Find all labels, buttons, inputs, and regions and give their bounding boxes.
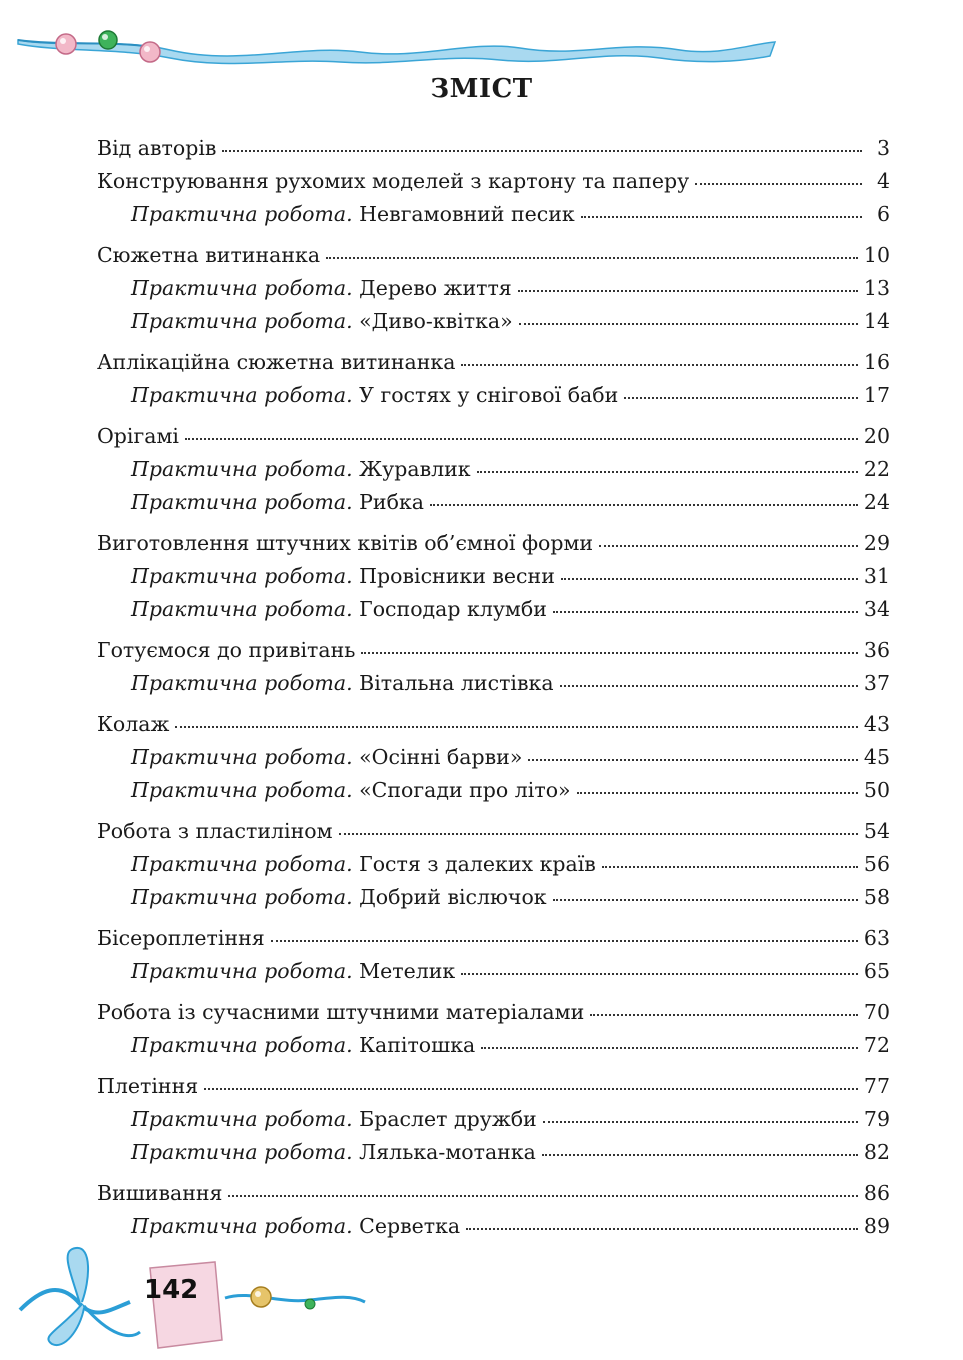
- toc-entry-prefix: Практична робота.: [131, 383, 353, 407]
- dot-leader: [560, 684, 858, 687]
- toc-entry-text: Господар клумби: [359, 597, 547, 621]
- table-of-contents: [97, 132, 890, 1251]
- toc-section: [97, 346, 890, 412]
- toc-entry: [97, 634, 890, 667]
- toc-entry-title: [97, 527, 593, 560]
- toc-entry-prefix: Практична робота.: [131, 1033, 353, 1057]
- toc-entry-title: [97, 708, 169, 741]
- dot-leader: [361, 651, 857, 654]
- toc-entry-prefix: Практична робота.: [131, 202, 353, 226]
- toc-entry-prefix: Практична робота.: [131, 778, 353, 802]
- toc-entry-title: [131, 774, 571, 807]
- toc-subentry: [97, 848, 890, 881]
- toc-page-number: 10: [863, 243, 890, 267]
- top-ribbon-decoration: [0, 0, 963, 80]
- toc-page-number: 79: [863, 1107, 890, 1131]
- toc-entry-prefix: Практична робота.: [131, 745, 353, 769]
- toc-entry: [97, 420, 890, 453]
- green-bead-icon: [305, 1299, 315, 1309]
- toc-page-number: 34: [863, 597, 890, 621]
- dot-leader: [326, 256, 858, 259]
- toc-entry: [97, 132, 890, 165]
- toc-page-number: 63: [863, 926, 890, 950]
- toc-entry: [97, 708, 890, 741]
- toc-subentry: [97, 305, 890, 338]
- dot-leader: [519, 322, 858, 325]
- toc-page-number: 89: [863, 1214, 890, 1238]
- dot-leader: [561, 577, 858, 580]
- toc-page-number: 56: [863, 852, 890, 876]
- toc-page-number: 3: [876, 136, 890, 160]
- dot-leader: [430, 503, 858, 506]
- toc-entry-title: [131, 1210, 460, 1243]
- toc-entry-text: Робота з пластиліном: [97, 819, 333, 843]
- toc-entry-title: [131, 486, 424, 519]
- toc-page-number: 4: [876, 169, 890, 193]
- toc-entry: [97, 346, 890, 379]
- toc-entry-prefix: Практична робота.: [131, 309, 353, 333]
- toc-page-number: 86: [863, 1181, 890, 1205]
- toc-entry-text: Бісероплетіння: [97, 926, 265, 950]
- dot-leader: [271, 939, 858, 942]
- toc-entry-text: Колаж: [97, 712, 170, 736]
- toc-entry-text: Плетіння: [97, 1074, 199, 1098]
- toc-page-number: 22: [863, 457, 890, 481]
- toc-entry-text: Дерево життя: [359, 276, 512, 300]
- toc-subentry: [97, 486, 890, 519]
- toc-entry-prefix: Практична робота.: [131, 490, 353, 514]
- toc-subentry: [97, 667, 890, 700]
- toc-entry-prefix: Практична робота.: [131, 959, 353, 983]
- toc-entry-text: Вишивання: [97, 1181, 223, 1205]
- toc-section: [97, 239, 890, 338]
- toc-page-number: 72: [863, 1033, 890, 1057]
- toc-section: [97, 996, 890, 1062]
- dot-leader: [553, 610, 858, 613]
- toc-entry-text: Робота із сучасними штучними матеріалами: [97, 1000, 585, 1024]
- toc-entry-prefix: Практична робота.: [131, 457, 353, 481]
- toc-entry-text: У гостях у снігової баби: [359, 383, 619, 407]
- toc-page-number: 45: [863, 745, 890, 769]
- toc-entry-text: Від авторів: [97, 136, 217, 160]
- toc-entry-text: Гостя з далеких країв: [359, 852, 596, 876]
- dot-leader: [624, 396, 858, 399]
- toc-entry-title: [97, 239, 320, 272]
- toc-entry-text: Лялька-мотанка: [359, 1140, 536, 1164]
- toc-entry-title: [97, 815, 333, 848]
- toc-section: [97, 922, 890, 988]
- dot-leader: [461, 972, 858, 975]
- toc-entry-title: [131, 955, 455, 988]
- toc-page-number: 16: [863, 350, 890, 374]
- dot-leader: [695, 182, 862, 185]
- toc-entry-text: Невгамовний песик: [359, 202, 575, 226]
- toc-entry-text: Провісники весни: [359, 564, 555, 588]
- gold-bead-icon: [251, 1287, 271, 1307]
- toc-section: [97, 634, 890, 700]
- toc-page-number: 6: [876, 202, 890, 226]
- toc-entry-title: [97, 1177, 222, 1210]
- toc-subentry: [97, 198, 890, 231]
- dot-leader: [599, 544, 858, 547]
- toc-entry-text: Сюжетна витинанка: [97, 243, 321, 267]
- toc-entry: [97, 922, 890, 955]
- toc-page-number: 36: [863, 638, 890, 662]
- toc-subentry: [97, 1029, 890, 1062]
- toc-entry-text: Конструювання рухомих моделей з картону та паперу: [97, 169, 690, 193]
- toc-entry-text: Вітальна листівка: [359, 671, 554, 695]
- toc-entry-text: Готуємося до привітань: [97, 638, 356, 662]
- toc-page-number: 29: [863, 531, 890, 555]
- toc-entry-title: [131, 667, 554, 700]
- dot-leader: [185, 437, 858, 440]
- toc-page-number: 17: [863, 383, 890, 407]
- dot-leader: [542, 1153, 858, 1156]
- dot-leader: [602, 865, 858, 868]
- toc-page-number: 70: [863, 1000, 890, 1024]
- toc-subentry: [97, 1136, 890, 1169]
- toc-section: [97, 815, 890, 914]
- toc-entry-text: Рибка: [359, 490, 424, 514]
- toc-entry-text: Аплікаційна сюжетна витинанка: [97, 350, 456, 374]
- toc-entry-prefix: Практична робота.: [131, 1140, 353, 1164]
- toc-entry-text: «Осінні барви»: [359, 745, 523, 769]
- toc-section: [97, 1177, 890, 1243]
- dot-leader: [577, 791, 858, 794]
- dot-leader: [339, 832, 858, 835]
- dot-leader: [553, 898, 858, 901]
- toc-entry-text: Серветка: [359, 1214, 461, 1238]
- dot-leader: [222, 149, 862, 152]
- toc-entry-text: Метелик: [359, 959, 456, 983]
- toc-subentry: [97, 593, 890, 626]
- toc-subentry: [97, 955, 890, 988]
- toc-page-number: 31: [863, 564, 890, 588]
- toc-entry-title: [131, 198, 575, 231]
- toc-entry-prefix: Практична робота.: [131, 885, 353, 909]
- toc-entry-prefix: Практична робота.: [131, 597, 353, 621]
- toc-entry-title: [97, 165, 689, 198]
- toc-section: [97, 527, 890, 626]
- toc-entry-title: [131, 1136, 536, 1169]
- toc-page-number: 37: [863, 671, 890, 695]
- toc-section: [97, 1070, 890, 1169]
- toc-entry-prefix: Практична робота.: [131, 852, 353, 876]
- toc-entry: [97, 996, 890, 1029]
- toc-subentry: [97, 379, 890, 412]
- toc-entry-title: [131, 881, 547, 914]
- toc-entry: [97, 815, 890, 848]
- toc-entry-title: [131, 848, 596, 881]
- toc-entry-text: Виготовлення штучних квітів об’ємної форми: [97, 531, 594, 555]
- toc-entry: [97, 527, 890, 560]
- toc-entry-title: [131, 560, 555, 593]
- toc-entry-text: «Диво-квітка»: [359, 309, 513, 333]
- toc-entry-title: [97, 346, 455, 379]
- toc-entry-prefix: Практична робота.: [131, 1107, 353, 1131]
- toc-subentry: [97, 881, 890, 914]
- toc-entry-title: [131, 453, 471, 486]
- pink-bead-icon: [140, 42, 160, 62]
- toc-entry-text: Журавлик: [359, 457, 471, 481]
- toc-subentry: [97, 1210, 890, 1243]
- toc-subentry: [97, 272, 890, 305]
- toc-subentry: [97, 741, 890, 774]
- green-bead-icon: [99, 31, 117, 49]
- dot-leader: [204, 1087, 858, 1090]
- toc-entry-title: [97, 634, 355, 667]
- toc-entry-title: [97, 922, 265, 955]
- toc-entry: [97, 165, 890, 198]
- toc-page-number: 14: [863, 309, 890, 333]
- dot-leader: [466, 1227, 858, 1230]
- dot-leader: [228, 1194, 857, 1197]
- toc-page-number: 13: [863, 276, 890, 300]
- toc-entry: [97, 1177, 890, 1210]
- toc-page-number: 43: [863, 712, 890, 736]
- toc-entry-prefix: Практична робота.: [131, 276, 353, 300]
- dot-leader: [543, 1120, 858, 1123]
- dot-leader: [581, 215, 862, 218]
- toc-entry-text: Добрий віслючок: [359, 885, 547, 909]
- toc-entry-text: Браслет дружби: [359, 1107, 537, 1131]
- toc-entry: [97, 239, 890, 272]
- toc-entry-text: «Спогади про літо»: [359, 778, 571, 802]
- page-title: ЗМІСТ: [430, 74, 533, 104]
- toc-entry-title: [97, 996, 584, 1029]
- toc-section: [97, 420, 890, 519]
- toc-subentry: [97, 560, 890, 593]
- toc-entry-title: [131, 379, 618, 412]
- dot-leader: [481, 1046, 858, 1049]
- toc-entry-title: [97, 132, 216, 165]
- page-number: 142: [144, 1275, 199, 1305]
- toc-subentry: [97, 774, 890, 807]
- toc-page-number: 24: [863, 490, 890, 514]
- toc-entry-title: [131, 1103, 537, 1136]
- toc-entry-text: Капітошка: [359, 1033, 476, 1057]
- toc-entry-prefix: Практична робота.: [131, 671, 353, 695]
- dot-leader: [477, 470, 858, 473]
- toc-page-number: 58: [863, 885, 890, 909]
- toc-entry-title: [131, 593, 547, 626]
- toc-entry-prefix: Практична робота.: [131, 564, 353, 588]
- toc-entry: [97, 1070, 890, 1103]
- toc-page-number: 77: [863, 1074, 890, 1098]
- toc-page-number: 82: [863, 1140, 890, 1164]
- toc-entry-text: Орігамі: [97, 424, 179, 448]
- toc-entry-title: [131, 1029, 475, 1062]
- toc-section: [97, 708, 890, 807]
- toc-page-number: 50: [863, 778, 890, 802]
- toc-entry-title: [131, 272, 512, 305]
- toc-subentry: [97, 453, 890, 486]
- toc-page-number: 54: [863, 819, 890, 843]
- toc-page-number: 20: [863, 424, 890, 448]
- toc-section: [97, 132, 890, 231]
- toc-entry-title: [97, 420, 179, 453]
- dot-leader: [175, 725, 858, 728]
- toc-entry-prefix: Практична робота.: [131, 1214, 353, 1238]
- toc-entry-title: [131, 741, 522, 774]
- toc-subentry: [97, 1103, 890, 1136]
- dot-leader: [518, 289, 858, 292]
- dot-leader: [528, 758, 858, 761]
- toc-entry-title: [97, 1070, 198, 1103]
- dot-leader: [590, 1013, 858, 1016]
- toc-page-number: 65: [863, 959, 890, 983]
- toc-entry-title: [131, 305, 513, 338]
- dot-leader: [461, 363, 857, 366]
- pink-bead-icon: [56, 34, 76, 54]
